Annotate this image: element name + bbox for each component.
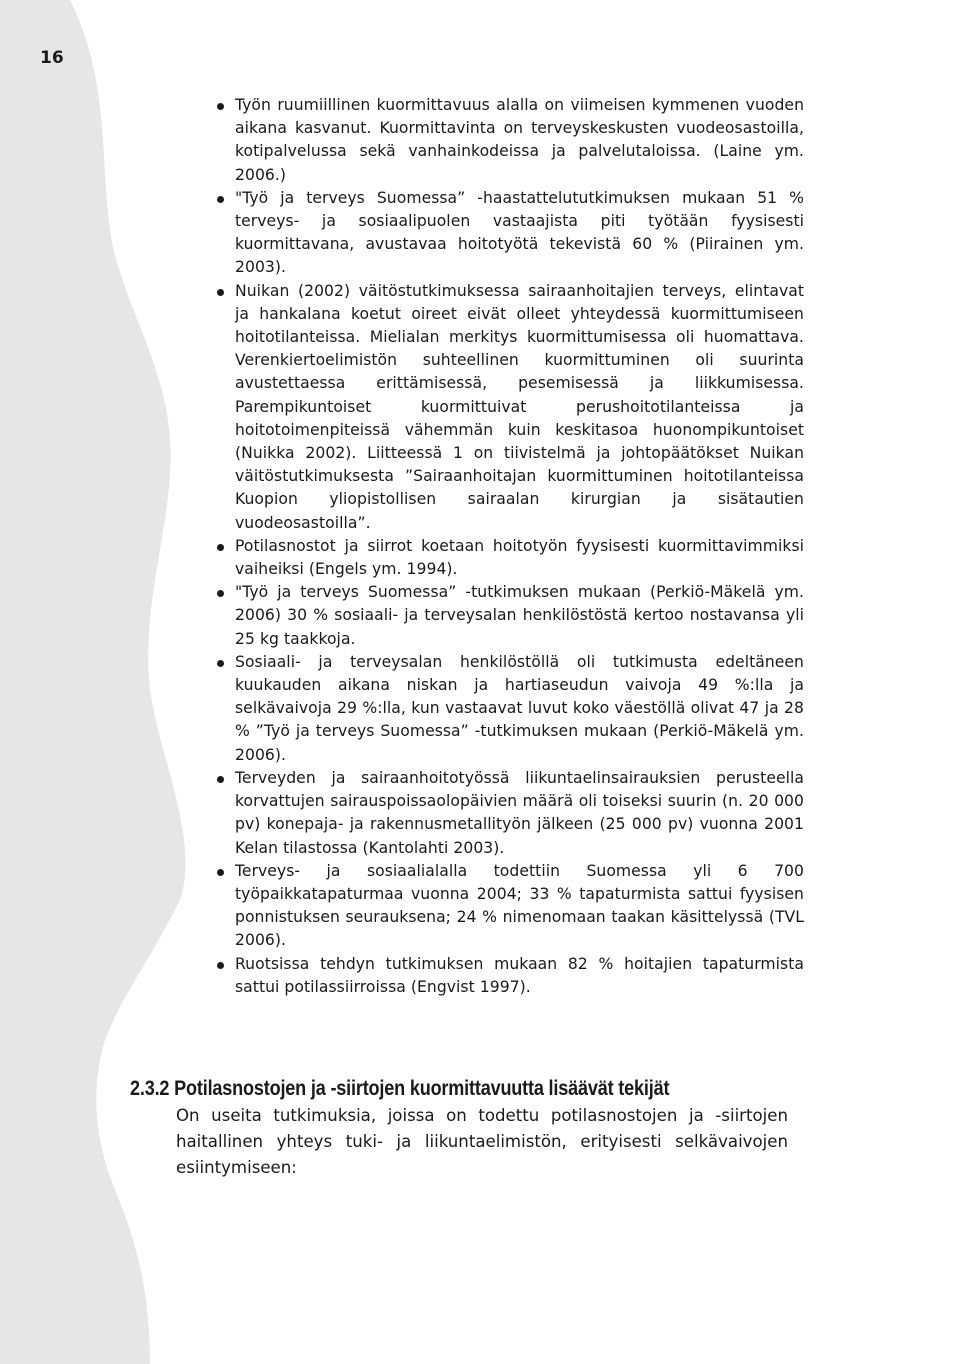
bullet-item — [214, 535, 804, 581]
bullet-item — [214, 767, 804, 860]
bullet-text: Terveys- ja sosiaalialalla todettiin Suomessa yli 6 700 työpaikkatapaturmaa vuonna 2004; 33 % tapaturmista sattui fyysisen ponnistuksen seurauksena; 24 % nimenomaan taakan käsittelyssä (TVL 2006). — [235, 861, 804, 950]
bullet-item — [214, 651, 804, 767]
bullet-item — [214, 953, 804, 999]
bullet-item — [214, 280, 804, 535]
bullet-text: Työn ruumiillinen kuormittavuus alalla on viimeisen kymmenen vuoden aikana kasvanut. Kuormittavinta on terveyskeskusten vuodeosastoilla, kotipalvelussa sekä vanhainkodeissa ja palvelutaloissa. (Laine ym. 2006.) — [235, 96, 804, 184]
bullet-text: "Työ ja terveys Suomessa” -haastattelututkimuksen mukaan 51 % terveys- ja sosiaalipuolen vastaajista piti työtään fyysisesti kuormittavana, avustavaa hoitotyötä tekevistä 60 % (Piirainen ym. 2003). — [235, 188, 804, 277]
bullet-text: Potilasnostot ja siirrot koetaan hoitotyön fyysisesti kuormittavimmiksi vaiheiksi (Engels ym. 1994). — [235, 536, 804, 579]
bullet-text: Nuikan (2002) väitöstutkimuksessa sairaanhoitajien terveys, elintavat ja hankalana koetut oireet eivät olleet yhteydessä kuormittumiseen hoitotilanteissa. Mielialan merkitys kuormittumisessa oli huomattava. Verenkiertoelimistön suhteellinen kuormittuminen oli suurinta avustettaessa erittämisessä, pesemisessä ja liikkumisessa. Parempikuntoiset kuormittuivat perushoitotilanteissa ja hoitotoimenpiteissä vähemmän kuin keskitasoa huonompikuntoiset (Nuikka 2002). Liitteessä 1 on tiivistelmä ja johtopäätökset Nuikan väitöstutkimuksesta ”Sairaanhoitajan kuormittuminen hoitotilanteissa Kuopion yliopistollisen sairaalan kirurgian ja sisätautien vuodeosastoilla”. — [235, 281, 804, 532]
section-intro-paragraph: On useita tutkimuksia, joissa on todettu potilasnostojen ja -siirtojen haitallinen yhteys tuki- ja liikuntaelimistön, erityisesti selkävaivojen esiintymiseen: — [176, 1106, 788, 1177]
bullet-dot — [217, 103, 224, 110]
bullet-text: Sosiaali- ja terveysalan henkilöstöllä oli tutkimusta edeltäneen kuukauden aikana niskan ja hartiaseudun vaivoja 49 %:lla ja selkävaivoja 29 %:lla, kun vastaavat luvut koko väestöllä olivat 47 ja 28 % ”Työ ja terveys Suomessa” -tutkimuksen mukaan (Perkiö-Mäkelä ym. 2006). — [235, 652, 804, 764]
bullet-item — [214, 860, 804, 953]
page-number: 16 — [40, 48, 64, 68]
bullet-dot — [217, 544, 224, 551]
bullet-dot — [217, 776, 224, 783]
bullet-item — [214, 187, 804, 280]
bullet-dot — [217, 289, 224, 296]
bullet-text: Terveyden ja sairaanhoitotyössä liikuntaelinsairauksien perusteella korvattujen sairauspoissaolopäivien määrä oli toiseksi suurin (n. 20 000 pv) konepaja- ja rakennusmetallityön jälkeen (25 000 pv) vuonna 2001 Kelan tilastossa (Kantolahti 2003). — [235, 768, 804, 857]
bullet-list — [214, 94, 804, 999]
bullet-dot — [217, 590, 224, 597]
bullet-text: "Työ ja terveys Suomessa” -tutkimuksen mukaan (Perkiö-Mäkelä ym. 2006) 30 % sosiaali- ja terveysalan henkilöstöstä kertoo nostavansa yli 25 kg taakkoja. — [235, 583, 804, 648]
bullet-item — [214, 581, 804, 651]
bullet-dot — [217, 660, 224, 667]
bullet-text: Ruotsissa tehdyn tutkimuksen mukaan 82 % hoitajien tapaturmista sattui potilassiirroissa (Engvist 1997). — [235, 954, 804, 996]
section-heading: 2.3.2 Potilasnostojen ja -siirtojen kuormittavuutta lisäävät tekijät — [130, 1077, 670, 1101]
bullet-dot — [217, 196, 224, 203]
bullet-dot — [217, 962, 224, 969]
bullet-item — [214, 94, 804, 187]
bullet-dot — [217, 869, 224, 876]
